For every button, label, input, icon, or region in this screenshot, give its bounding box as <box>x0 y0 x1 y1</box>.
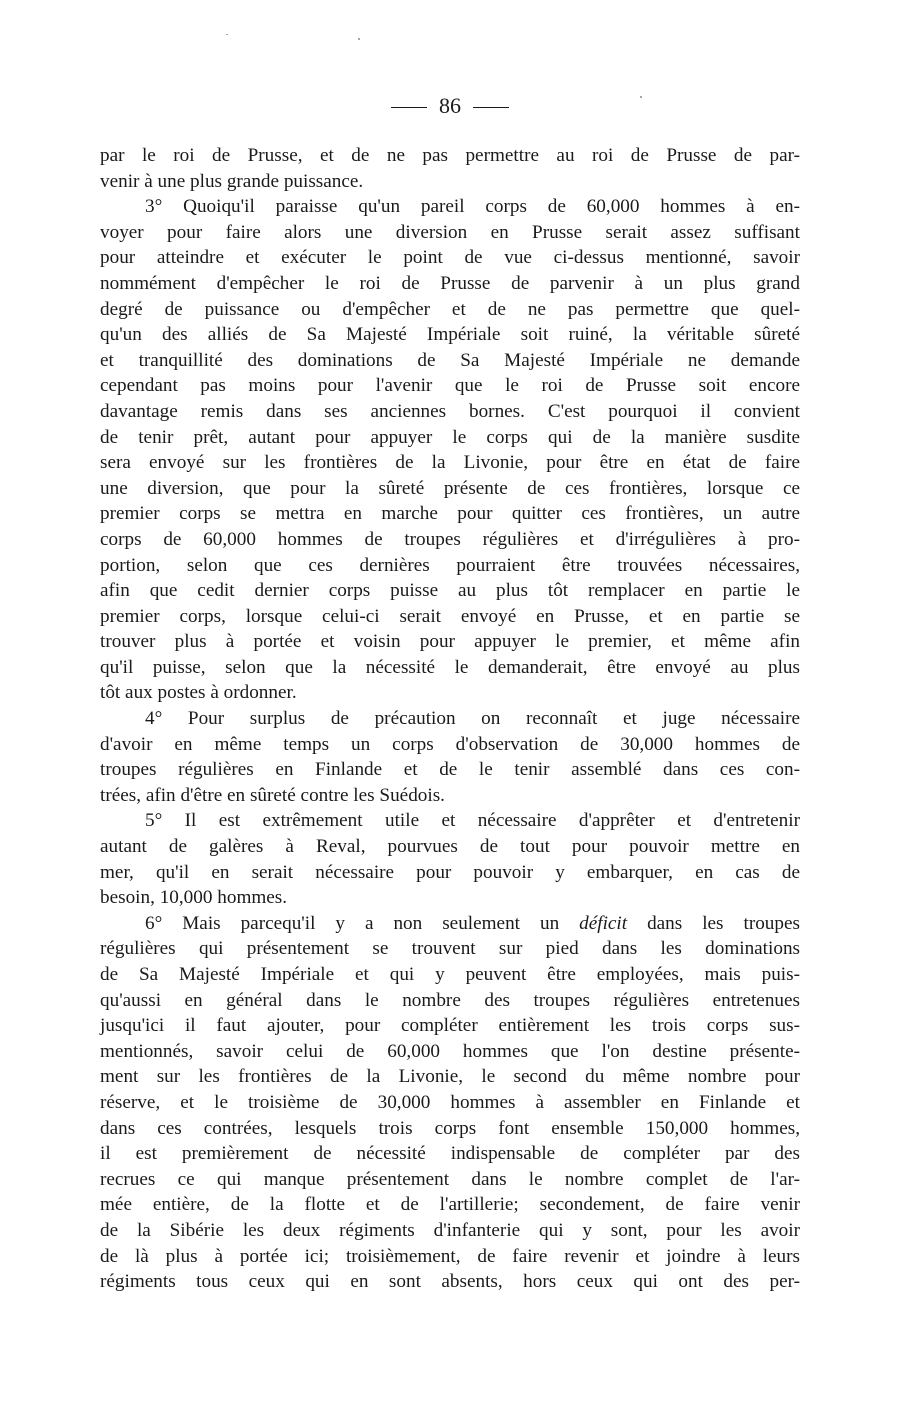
scan-speck <box>226 34 228 35</box>
text-line: tôt aux postes à ordonner. <box>100 682 297 704</box>
text-line: par le roi de Prusse, et de ne pas permettre au roi de Prusse de par- <box>100 145 800 166</box>
text-line: dans ces contrées, lesquels trois corps font ensemble 150,000 hommes, <box>100 1117 800 1139</box>
header-rule-right <box>473 107 509 108</box>
text-line: régiments tous ceux qui en sont absents, hors ceux qui ont des per- <box>100 1271 800 1293</box>
text-line: pour atteindre et exécuter le point de vue ci-dessus mentionné, savoir <box>100 247 800 269</box>
text-line: de Sa Majesté Impériale et qui y peuvent être employées, mais puis- <box>100 964 800 985</box>
text-line: il est premièrement de nécessité indispensable de compléter par des <box>100 1143 800 1165</box>
text-line: une diversion, que pour la sûreté présente de ces frontières, lorsque ce <box>100 477 800 499</box>
text-line: 5° Il est extrêmement utile et nécessaire d'apprêter et d'entretenir <box>145 810 800 832</box>
scan-speck <box>358 38 360 40</box>
text-line: besoin, 10,000 hommes. <box>100 887 288 909</box>
text-line: premier corps, lorsque celui-ci serait envoyé en Prusse, et en partie se <box>100 605 800 627</box>
text-line: et tranquillité des dominations de Sa Majesté Impériale ne demande <box>100 349 800 371</box>
text-line: mée entière, de la flotte et de l'artillerie; secondement, de faire venir <box>100 1194 800 1216</box>
text-line: 4° Pour surplus de précaution on reconnaît et juge nécessaire <box>145 708 800 730</box>
page-header <box>0 93 900 119</box>
text-line: qu'un des alliés de Sa Majesté Impériale soit ruiné, la véritable sûreté <box>100 324 800 346</box>
text-line: troupes régulières en Finlande et de le tenir assemblé dans ces con- <box>100 759 800 781</box>
text-line: voyer pour faire alors une diversion en Prusse serait assez suffisant <box>100 221 800 243</box>
text-line: venir à une plus grande puissance. <box>100 170 364 192</box>
text-line: 3° Quoiqu'il paraisse qu'un pareil corps de 60,000 hommes à en- <box>145 196 800 218</box>
text-line: trouver plus à portée et voisin pour appuyer le premier, et même afin <box>100 631 800 653</box>
text-line: premier corps se mettra en marche pour quitter ces frontières, un autre <box>100 503 800 525</box>
header-rule-left <box>391 107 427 108</box>
text-line: cependant pas moins pour l'avenir que le roi de Prusse soit encore <box>100 375 800 397</box>
text-line: de la Sibérie les deux régiments d'infanterie qui y sont, pour les avoir <box>100 1219 800 1241</box>
text-line: degré de puissance ou d'empêcher et de ne pas permettre que quel- <box>100 298 800 320</box>
text-line: sera envoyé sur les frontières de la Livonie, pour être en état de faire <box>100 452 800 474</box>
text-line: réserve, et le troisième de 30,000 hommes à assembler en Finlande et <box>100 1091 800 1113</box>
text-line: trées, afin d'être en sûreté contre les Suédois. <box>100 784 445 806</box>
text-line: ment sur les frontières de la Livonie, le second du même nombre pour <box>100 1066 800 1088</box>
text-line: nommément d'empêcher le roi de Prusse de parvenir à un plus grand <box>100 272 800 294</box>
text-line: mer, qu'il en serait nécessaire pour pouvoir y embarquer, en cas de <box>100 861 800 883</box>
text-line: qu'il puisse, selon que la nécessité le demanderait, être envoyé au plus <box>100 656 800 678</box>
text-line: autant de galères à Reval, pourvues de tout pour pouvoir mettre en <box>100 836 800 858</box>
text-line: afin que cedit dernier corps puisse au plus tôt remplacer en partie le <box>100 580 800 602</box>
text-line: de là plus à portée ici; troisièmement, de faire revenir et joindre à leurs <box>100 1245 800 1267</box>
text-line: d'avoir en même temps un corps d'observation de 30,000 hommes de <box>100 733 800 755</box>
text-line: 6° Mais parcequ'il y a non seulement un déficit dans les troupes <box>145 912 800 934</box>
text-line: régulières qui présentement se trouvent sur pied dans les dominations <box>100 938 800 960</box>
text-line: jusqu'ici il faut ajouter, pour compléter entièrement les trois corps sus- <box>100 1015 800 1037</box>
text-line: corps de 60,000 hommes de troupes régulières et d'irrégulières à pro- <box>100 528 800 550</box>
text-line: recrues ce qui manque présentement dans le nombre complet de l'ar- <box>100 1168 800 1190</box>
page-number: 86 <box>439 93 461 118</box>
italic-word: déficit <box>579 912 628 934</box>
text-line: davantage remis dans ses anciennes bornes. C'est pourquoi il convient <box>100 400 800 422</box>
text-line: qu'aussi en général dans le nombre des troupes régulières entretenues <box>100 989 800 1011</box>
text-line: portion, selon que ces dernières pourraient être trouvées nécessaires, <box>100 554 800 576</box>
text-line: de tenir prêt, autant pour appuyer le corps qui de la manière susdite <box>100 426 800 448</box>
text-line: mentionnés, savoir celui de 60,000 hommes que l'on destine présente- <box>100 1040 800 1062</box>
body-text <box>100 143 800 1295</box>
